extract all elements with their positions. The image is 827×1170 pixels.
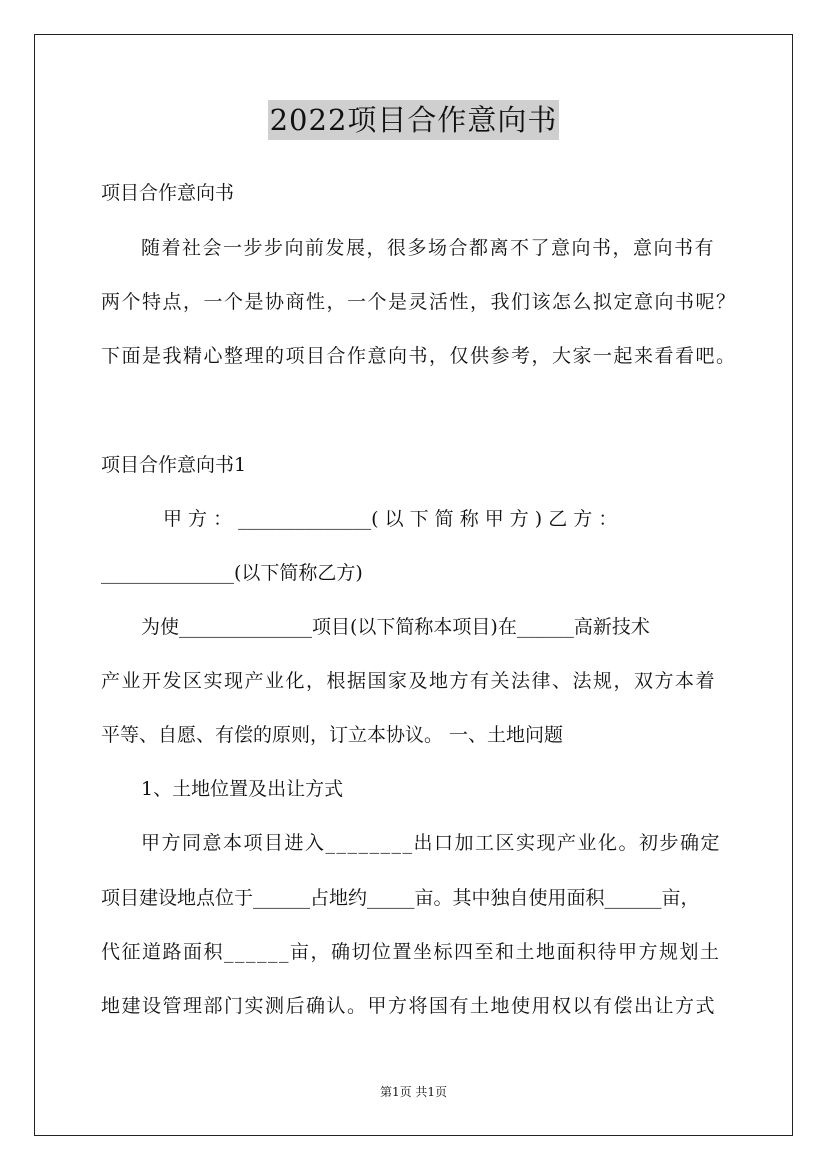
section-heading: 项目合作意向书: [101, 182, 235, 204]
document-title: 2022项目合作意向书: [268, 100, 560, 140]
title-container: [0, 100, 827, 140]
subsection-heading: 项目合作意向书1: [101, 454, 247, 476]
paragraph-line: 平等、自愿、有偿的原则，订立本协议。 一、土地问题: [101, 724, 564, 746]
paragraph-line: 代征道路面积______亩，确切位置坐标四至和土地面积待甲方规划土: [101, 941, 721, 963]
paragraph-line: 地建设管理部门实测后确认。甲方将国有土地使用权以有偿出让方式: [101, 995, 717, 1017]
paragraph-line: 为使______________项目(以下简称本项目)在______高新技术: [141, 616, 650, 638]
paragraph-line: 两个特点，一个是协商性，一个是灵活性，我们该怎么拟定意向书呢？: [101, 291, 737, 313]
clause-heading: 1、土地位置及出让方式: [141, 778, 344, 800]
party-b-line: ______________(以下简称乙方): [101, 562, 363, 584]
paragraph-line: 随着社会一步步向前发展，很多场合都离不了意向书，意向书有: [141, 237, 716, 259]
paragraph-line: 下面是我精心整理的项目合作意向书，仅供参考，大家一起来看看吧。: [101, 345, 737, 367]
page-footer: 第1页 共1页: [379, 1085, 448, 1099]
paragraph-line: 甲方同意本项目进入________出口加工区实现产业化。初步确定: [141, 832, 722, 854]
party-a-line: 甲 方 ： ______________( 以 下 简 称 甲 方 ) 乙 方 ：: [163, 508, 618, 530]
paragraph-line: 产业开发区实现产业化，根据国家及地方有关法律、法规，双方本着: [101, 670, 717, 692]
paragraph-line: 项目建设地点位于______占地约_____亩。其中独自使用面积______亩，: [101, 887, 700, 909]
